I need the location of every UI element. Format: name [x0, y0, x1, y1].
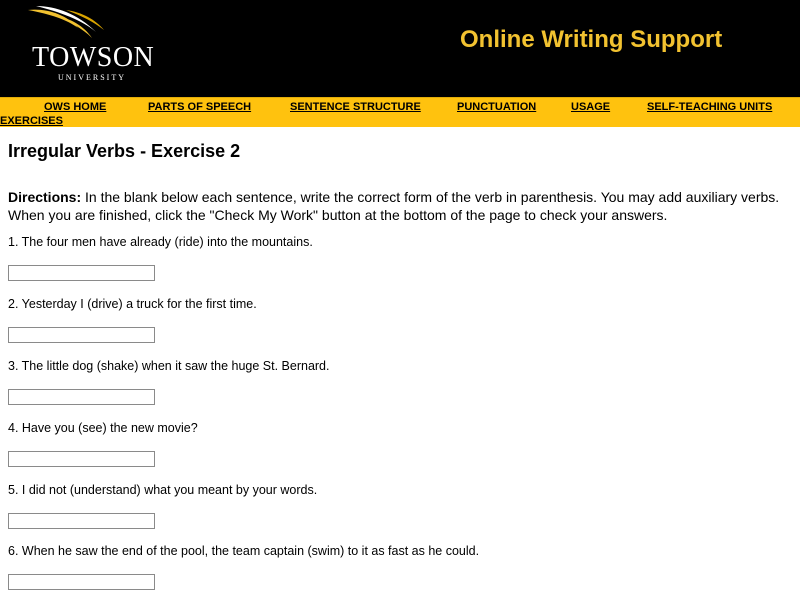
- site-title: Online Writing Support: [460, 26, 723, 53]
- question-4: [8, 422, 198, 467]
- answer-input-2[interactable]: [8, 327, 155, 343]
- nav-exercises[interactable]: EXERCISES: [0, 115, 63, 127]
- question-6: [8, 545, 479, 590]
- directions: [8, 188, 792, 224]
- directions-label: Directions:: [8, 188, 82, 205]
- question-3: [8, 360, 329, 405]
- answer-input-3[interactable]: [8, 389, 155, 405]
- nav-sentence-structure[interactable]: SENTENCE STRUCTURE: [290, 101, 421, 113]
- logo-wordmark: TOWSON: [32, 42, 155, 73]
- question-text: 3. The little dog (shake) when it saw the huge St. Bernard.: [8, 359, 330, 373]
- main-content: [0, 141, 800, 224]
- answer-input-1[interactable]: [8, 265, 155, 281]
- answer-input-6[interactable]: [8, 574, 155, 590]
- nav-usage[interactable]: USAGE: [571, 101, 611, 113]
- question-text: 6. When he saw the end of the pool, the team captain (swim) to it as fast as he could.: [8, 544, 480, 558]
- question-text: 5. I did not (understand) what you meant by your words.: [8, 483, 318, 497]
- nav-self-teaching-units[interactable]: SELF-TEACHING UNITS: [647, 101, 773, 113]
- nav-ows-home[interactable]: OWS HOME: [44, 101, 107, 113]
- tiger-stripe-icon: [26, 6, 106, 42]
- main-nav: [0, 97, 800, 127]
- site-header: [0, 0, 800, 97]
- page-title: Irregular Verbs - Exercise 2: [8, 141, 241, 161]
- answer-input-5[interactable]: [8, 513, 155, 529]
- question-1: [8, 236, 313, 281]
- nav-punctuation[interactable]: PUNCTUATION: [457, 101, 537, 113]
- directions-text: In the blank below each sentence, write the correct form of the verb in parenthesis. You may add auxiliary verbs. When you are finished, click the "Check My Work" button at the bottom of the page to check your answers.: [8, 188, 780, 223]
- towson-logo[interactable]: [22, 6, 155, 86]
- question-text: 1. The four men have already (ride) into the mountains.: [8, 235, 313, 249]
- nav-parts-of-speech[interactable]: PARTS OF SPEECH: [148, 101, 252, 113]
- question-5: [8, 484, 317, 529]
- logo-subtitle: UNIVERSITY: [58, 73, 126, 82]
- question-2: [8, 298, 257, 343]
- question-text: 4. Have you (see) the new movie?: [8, 421, 198, 435]
- answer-input-4[interactable]: [8, 451, 155, 467]
- question-text: 2. Yesterday I (drive) a truck for the first time.: [8, 297, 257, 311]
